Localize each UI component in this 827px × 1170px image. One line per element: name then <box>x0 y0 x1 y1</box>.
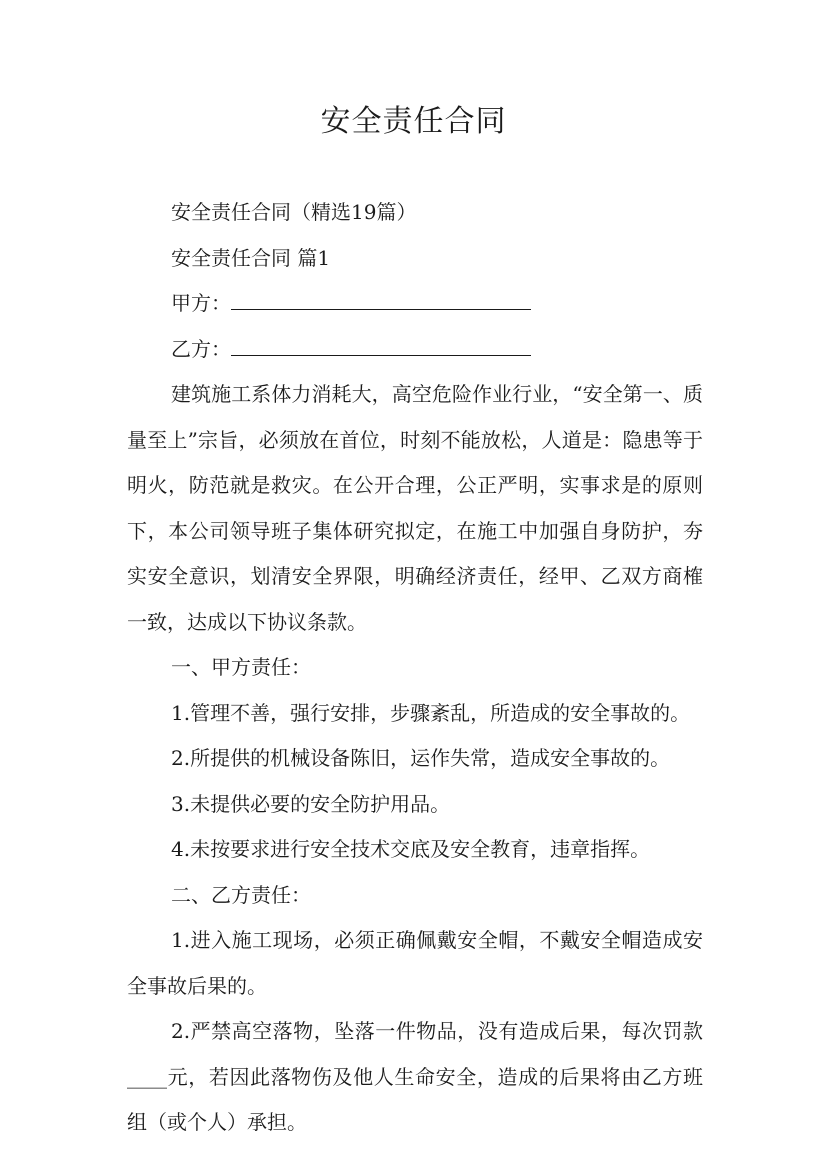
party-a-duty-item: 4.未按要求进行安全技术交底及安全教育，违章指挥。 <box>171 837 651 861</box>
party-a-blank-line <box>231 287 531 310</box>
party-b-label: 乙方： <box>171 336 231 361</box>
party-b-line <box>127 327 703 373</box>
party-b-blank-line <box>231 333 531 356</box>
party-b-duty-item: 2.严禁高空落物，坠落一件物品，没有造成后果，每次罚款____元，若因此落物伤及他人生命安全，造成的后果将由乙方班组（或个人）承担。 <box>127 1019 703 1134</box>
party-a-label: 甲方： <box>171 291 231 315</box>
party-b-duties-heading: 二、乙方责任： <box>171 882 311 907</box>
document-body <box>127 190 703 1146</box>
party-a-duty-item: 1.管理不善，强行安排，步骤紊乱，所造成的安全事故的。 <box>171 700 691 725</box>
party-a-duty-item: 2.所提供的机械设备陈旧，运作失常，造成安全事故的。 <box>171 746 671 770</box>
party-a-line <box>127 281 703 327</box>
document-title: 安全责任合同 <box>320 104 507 139</box>
document-subtitle: 安全责任合同（精选19篇） <box>171 200 417 224</box>
section-heading: 安全责任合同 篇1 <box>171 245 331 270</box>
party-a-duties-heading: 一、甲方责任： <box>171 655 311 679</box>
party-b-duty-item: 1.进入施工现场，必须正确佩戴安全帽，不戴安全帽造成安全事故后果的。 <box>127 928 703 998</box>
party-a-duty-item: 3.未提供必要的安全防护用品。 <box>171 791 451 816</box>
intro-paragraph: 建筑施工系体力消耗大，高空危险作业行业，“安全第一、质量至上”宗旨，必须放在首位，时刻不能放松，人道是：隐患等于明火，防范就是救灾。在公开合理，公正严明，实事求是的原则下，本公司领导班子集体研究拟定，在施工中加强自身防护，夯实安全意识，划清安全界限，明确经济责任，经甲、乙双方商榷一致，达成以下协议条款。 <box>127 382 703 634</box>
